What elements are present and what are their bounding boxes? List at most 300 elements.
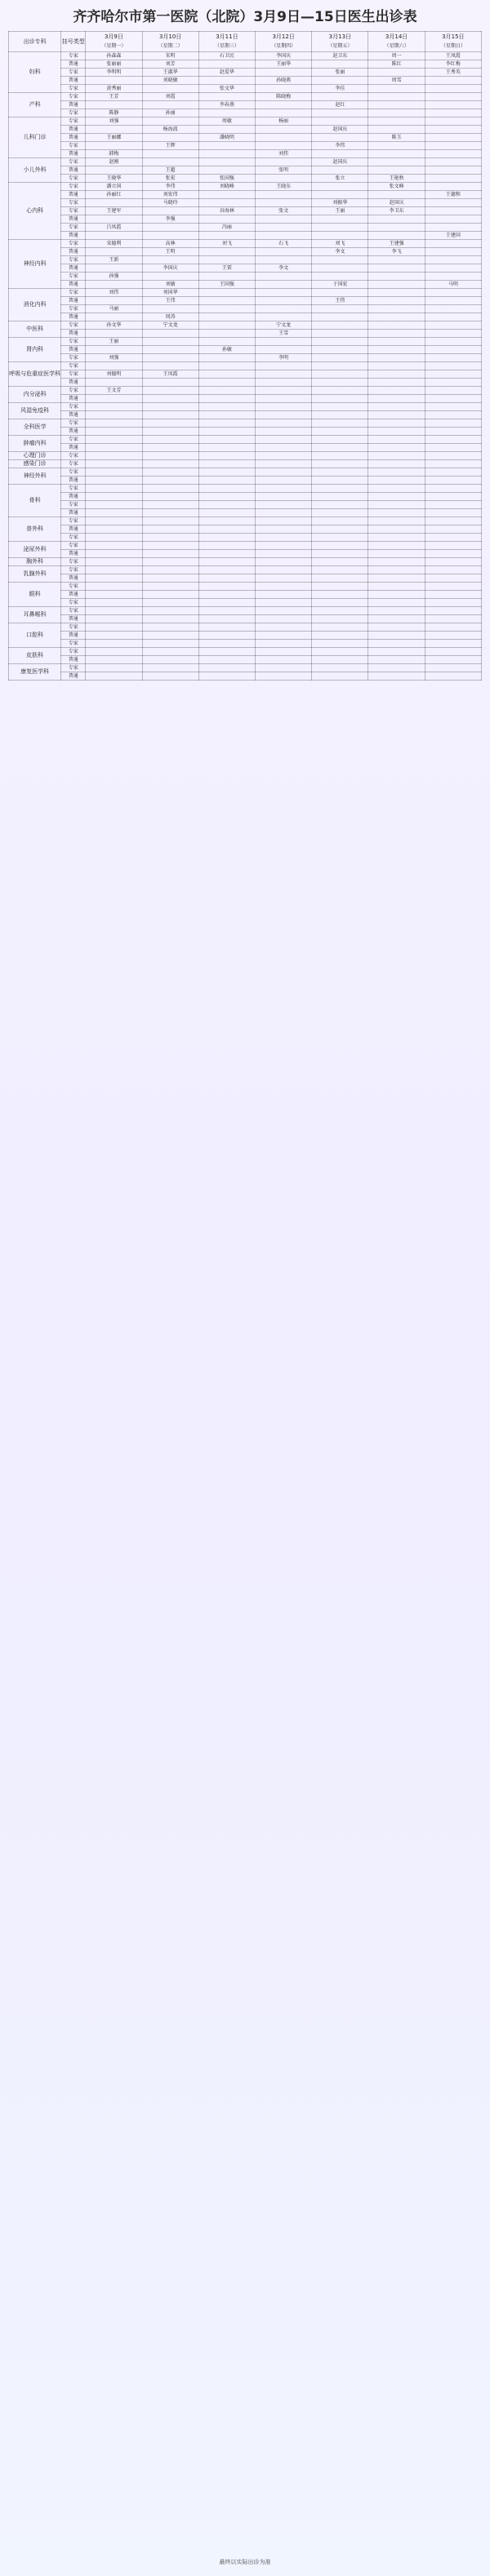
doctor-cell — [312, 509, 368, 517]
doctor-cell — [86, 248, 142, 256]
doctor-cell: 孙森森 — [86, 52, 142, 60]
table-row — [9, 346, 482, 354]
type-cell: 专家 — [61, 542, 86, 550]
table-row — [9, 256, 482, 264]
type-cell: 专家 — [61, 534, 86, 542]
doctor-cell — [142, 485, 198, 493]
doctor-cell — [86, 419, 142, 428]
table-row — [9, 191, 482, 199]
doctor-cell — [142, 207, 198, 215]
type-cell: 专家 — [61, 452, 86, 460]
doctor-cell — [198, 648, 255, 656]
doctor-cell: 刘振华 — [312, 199, 368, 207]
doctor-cell: 谷海林 — [198, 207, 255, 215]
doctor-cell — [198, 362, 255, 370]
dept-cell: 内分泌科 — [9, 387, 61, 403]
day-header: 3月13日 （星期五） — [312, 32, 368, 52]
doctor-cell: 王晓华 — [86, 175, 142, 183]
doctor-cell — [312, 215, 368, 224]
doctor-cell: 陈红 — [368, 60, 425, 69]
type-cell: 普通 — [61, 297, 86, 305]
doctor-cell — [256, 199, 312, 207]
doctor-cell — [198, 321, 255, 330]
doctor-cell — [86, 264, 142, 273]
doctor-cell — [425, 370, 481, 379]
doctor-cell — [425, 428, 481, 436]
doctor-cell — [368, 264, 425, 273]
type-cell: 普通 — [61, 77, 86, 85]
doctor-cell: 于国宏 — [312, 281, 368, 289]
doctor-cell: 赵爱华 — [198, 69, 255, 77]
doctor-cell — [312, 232, 368, 240]
doctor-cell: 宋德利 — [86, 240, 142, 248]
doctor-cell — [198, 142, 255, 150]
doctor-cell — [256, 109, 312, 117]
doctor-cell — [256, 656, 312, 664]
doctor-cell — [425, 591, 481, 599]
doctor-cell — [368, 436, 425, 444]
table-row — [9, 599, 482, 607]
table-row — [9, 60, 482, 69]
doctor-cell — [425, 273, 481, 281]
doctor-cell — [86, 664, 142, 672]
doctor-cell — [142, 379, 198, 387]
doctor-cell — [86, 452, 142, 460]
dept-cell: 胸外科 — [9, 558, 61, 566]
doctor-cell: 潘晓明 — [198, 134, 255, 142]
doctor-cell — [312, 419, 368, 428]
table-row — [9, 672, 482, 681]
doctor-cell — [312, 338, 368, 346]
type-cell: 专家 — [61, 485, 86, 493]
type-cell: 专家 — [61, 664, 86, 672]
doctor-cell — [368, 289, 425, 297]
doctor-cell — [198, 542, 255, 550]
doctor-cell — [256, 281, 312, 289]
doctor-cell — [425, 240, 481, 248]
doctor-cell — [312, 403, 368, 411]
type-cell: 普通 — [61, 428, 86, 436]
doctor-cell — [368, 85, 425, 93]
doctor-cell: 石卫民 — [198, 52, 255, 60]
doctor-cell: 李红梅 — [425, 60, 481, 69]
doctor-cell: 王秀英 — [425, 69, 481, 77]
doctor-cell: 刘强 — [86, 354, 142, 362]
doctor-cell — [198, 517, 255, 525]
doctor-cell — [312, 444, 368, 452]
table-row — [9, 338, 482, 346]
doctor-cell — [312, 321, 368, 330]
doctor-cell — [368, 485, 425, 493]
doctor-cell: 张明 — [256, 166, 312, 175]
doctor-cell — [198, 428, 255, 436]
doctor-cell — [368, 256, 425, 264]
doctor-cell: 孙强 — [86, 273, 142, 281]
doctor-cell — [368, 370, 425, 379]
type-cell: 普通 — [61, 615, 86, 623]
doctor-cell — [86, 615, 142, 623]
doctor-cell: 王丽华 — [256, 60, 312, 69]
type-cell: 专家 — [61, 305, 86, 313]
doctor-cell — [312, 134, 368, 142]
doctor-cell — [312, 574, 368, 583]
doctor-cell — [312, 428, 368, 436]
doctor-cell — [86, 362, 142, 370]
doctor-cell — [368, 395, 425, 403]
dept-cell: 乳腺外科 — [9, 566, 61, 583]
doctor-cell — [312, 166, 368, 175]
doctor-cell: 李春燕 — [198, 101, 255, 109]
doctor-cell — [256, 142, 312, 150]
table-row — [9, 85, 482, 93]
table-row — [9, 550, 482, 558]
day-header: 3月14日 （星期六） — [368, 32, 425, 52]
doctor-cell — [425, 419, 481, 428]
table-row — [9, 623, 482, 632]
doctor-cell — [425, 632, 481, 640]
table-row — [9, 517, 482, 525]
table-row — [9, 379, 482, 387]
doctor-cell — [198, 256, 255, 264]
doctor-cell — [368, 117, 425, 126]
doctor-cell — [368, 158, 425, 166]
doctor-cell — [312, 525, 368, 534]
table-row — [9, 509, 482, 517]
doctor-cell — [142, 273, 198, 281]
table-row — [9, 117, 482, 126]
table-row — [9, 232, 482, 240]
doctor-cell: 吕凤霞 — [86, 224, 142, 232]
doctor-cell — [256, 101, 312, 109]
doctor-cell — [142, 517, 198, 525]
type-cell: 专家 — [61, 85, 86, 93]
type-cell: 专家 — [61, 468, 86, 477]
doctor-cell — [198, 354, 255, 362]
doctor-cell — [256, 419, 312, 428]
doctor-cell — [256, 574, 312, 583]
doctor-cell — [425, 305, 481, 313]
table-row — [9, 109, 482, 117]
doctor-cell: 王超 — [142, 166, 198, 175]
table-row — [9, 248, 482, 256]
doctor-cell — [86, 166, 142, 175]
doctor-cell — [142, 599, 198, 607]
type-cell: 专家 — [61, 607, 86, 615]
table-row — [9, 436, 482, 444]
doctor-cell — [425, 297, 481, 305]
doctor-cell — [198, 330, 255, 338]
doctor-cell — [368, 305, 425, 313]
doctor-cell: 王伟 — [312, 297, 368, 305]
doctor-cell — [198, 664, 255, 672]
doctor-cell: 王雷 — [198, 264, 255, 273]
doctor-cell — [425, 672, 481, 681]
table-row — [9, 403, 482, 411]
table-row — [9, 542, 482, 550]
doctor-cell: 高林 — [142, 240, 198, 248]
doctor-cell — [312, 599, 368, 607]
doctor-cell — [256, 232, 312, 240]
table-row — [9, 428, 482, 436]
doctor-cell — [368, 477, 425, 485]
doctor-cell — [86, 501, 142, 509]
dept-cell: 肾内科 — [9, 338, 61, 362]
doctor-cell — [312, 485, 368, 493]
doctor-cell — [425, 101, 481, 109]
doctor-cell — [425, 607, 481, 615]
doctor-cell — [142, 591, 198, 599]
type-cell: 专家 — [61, 501, 86, 509]
schedule-table — [8, 31, 482, 681]
table-row — [9, 648, 482, 656]
doctor-cell — [198, 191, 255, 199]
doctor-cell — [86, 550, 142, 558]
dept-cell: 骨科 — [9, 485, 61, 517]
page-title: 齐齐哈尔市第一医院（北院）3月9日—15日医生出诊表 — [73, 9, 417, 25]
doctor-cell — [198, 419, 255, 428]
doctor-cell — [142, 354, 198, 362]
doctor-cell — [425, 534, 481, 542]
table-row — [9, 273, 482, 281]
doctor-cell — [312, 346, 368, 354]
doctor-cell — [256, 289, 312, 297]
doctor-cell — [86, 607, 142, 615]
doctor-cell — [425, 289, 481, 297]
doctor-cell — [425, 566, 481, 574]
dept-cell: 消化内科 — [9, 289, 61, 321]
type-cell: 普通 — [61, 232, 86, 240]
type-cell: 专家 — [61, 142, 86, 150]
doctor-cell — [86, 542, 142, 550]
doctor-cell — [142, 150, 198, 158]
doctor-cell — [142, 648, 198, 656]
doctor-cell: 张丽 — [312, 69, 368, 77]
doctor-cell — [256, 428, 312, 436]
doctor-cell — [198, 558, 255, 566]
doctor-cell — [198, 289, 255, 297]
type-cell: 专家 — [61, 183, 86, 191]
doctor-cell — [256, 411, 312, 419]
doctor-cell — [198, 477, 255, 485]
doctor-cell: 赵刚 — [86, 158, 142, 166]
doctor-cell — [425, 623, 481, 632]
doctor-cell — [198, 338, 255, 346]
doctor-cell — [312, 183, 368, 191]
doctor-cell — [425, 452, 481, 460]
doctor-cell — [368, 493, 425, 501]
type-cell: 普通 — [61, 101, 86, 109]
doctor-cell — [312, 330, 368, 338]
doctor-cell — [198, 509, 255, 517]
doctor-cell — [312, 436, 368, 444]
doctor-cell — [256, 436, 312, 444]
doctor-cell — [142, 428, 198, 436]
table-row — [9, 501, 482, 509]
type-cell: 专家 — [61, 583, 86, 591]
doctor-cell — [198, 574, 255, 583]
doctor-cell: 孙敏 — [198, 346, 255, 354]
doctor-cell — [142, 436, 198, 444]
doctor-cell — [198, 607, 255, 615]
doctor-cell — [312, 656, 368, 664]
doctor-cell — [256, 256, 312, 264]
doctor-cell — [256, 607, 312, 615]
day-header: 3月15日 （星期日） — [425, 32, 481, 52]
type-cell: 专家 — [61, 158, 86, 166]
table-row — [9, 158, 482, 166]
table-row — [9, 607, 482, 615]
doctor-cell — [425, 183, 481, 191]
doctor-cell — [256, 338, 312, 346]
doctor-cell — [312, 615, 368, 623]
doctor-cell — [198, 452, 255, 460]
doctor-cell — [86, 77, 142, 85]
doctor-cell — [312, 534, 368, 542]
doctor-cell: 王凤霞 — [425, 52, 481, 60]
type-cell: 专家 — [61, 640, 86, 648]
doctor-cell — [425, 117, 481, 126]
doctor-cell — [86, 599, 142, 607]
dept-cell: 口腔科 — [9, 623, 61, 648]
table-row — [9, 452, 482, 460]
doctor-cell — [142, 387, 198, 395]
doctor-cell — [86, 142, 142, 150]
doctor-cell — [368, 297, 425, 305]
footer-note: 最终以实际出诊为准 — [219, 2559, 271, 2565]
doctor-cell — [142, 632, 198, 640]
doctor-cell — [425, 403, 481, 411]
table-row — [9, 199, 482, 207]
doctor-cell: 周雪 — [368, 77, 425, 85]
doctor-cell — [368, 648, 425, 656]
doctor-cell: 孙晓燕 — [256, 77, 312, 85]
type-cell: 专家 — [61, 52, 86, 60]
doctor-cell — [256, 566, 312, 574]
doctor-cell — [312, 354, 368, 362]
doctor-cell — [256, 542, 312, 550]
doctor-cell: 刘国华 — [142, 289, 198, 297]
doctor-cell — [256, 175, 312, 183]
type-cell: 专家 — [61, 370, 86, 379]
doctor-cell — [198, 379, 255, 387]
table-row — [9, 485, 482, 493]
table-row — [9, 632, 482, 640]
type-cell: 专家 — [61, 69, 86, 77]
table-row — [9, 305, 482, 313]
doctor-cell: 冯丽 — [198, 224, 255, 232]
doctor-cell: 李明 — [256, 354, 312, 362]
doctor-cell — [425, 264, 481, 273]
type-cell: 专家 — [61, 93, 86, 101]
doctor-cell — [425, 77, 481, 85]
type-cell: 普通 — [61, 379, 86, 387]
doctor-cell — [312, 305, 368, 313]
table-row — [9, 615, 482, 623]
doctor-cell — [256, 379, 312, 387]
table-row — [9, 591, 482, 599]
type-cell: 普通 — [61, 248, 86, 256]
table-row — [9, 264, 482, 273]
doctor-cell — [312, 452, 368, 460]
doctor-cell — [368, 517, 425, 525]
doctor-cell — [198, 591, 255, 599]
doctor-cell — [368, 460, 425, 468]
doctor-cell — [86, 297, 142, 305]
type-cell: 普通 — [61, 574, 86, 583]
doctor-cell — [425, 346, 481, 354]
doctor-cell — [368, 387, 425, 395]
table-row — [9, 207, 482, 215]
table-row — [9, 444, 482, 452]
doctor-cell — [368, 330, 425, 338]
table-row — [9, 460, 482, 468]
doctor-cell — [425, 150, 481, 158]
doctor-cell — [256, 623, 312, 632]
doctor-cell — [425, 93, 481, 101]
table-row — [9, 142, 482, 150]
doctor-cell — [86, 126, 142, 134]
doctor-cell — [368, 574, 425, 583]
doctor-cell — [368, 656, 425, 664]
doctor-cell — [142, 477, 198, 485]
doctor-cell: 王文芳 — [86, 387, 142, 395]
doctor-cell: 王雪 — [256, 330, 312, 338]
table-row — [9, 183, 482, 191]
doctor-cell — [312, 468, 368, 477]
doctor-cell — [256, 509, 312, 517]
table-row — [9, 370, 482, 379]
doctor-cell — [425, 215, 481, 224]
doctor-cell — [198, 550, 255, 558]
table-row — [9, 656, 482, 664]
doctor-cell — [86, 281, 142, 289]
doctor-cell — [368, 215, 425, 224]
dept-cell: 风湿免疫科 — [9, 403, 61, 419]
dept-cell: 心内科 — [9, 183, 61, 240]
doctor-cell — [142, 232, 198, 240]
doctor-cell — [86, 640, 142, 648]
doctor-cell — [198, 534, 255, 542]
doctor-cell — [86, 215, 142, 224]
doctor-cell: 李国庆 — [142, 264, 198, 273]
table-row — [9, 52, 482, 60]
table-row — [9, 150, 482, 158]
doctor-cell — [86, 672, 142, 681]
doctor-cell: 刘晓峰 — [198, 183, 255, 191]
doctor-cell — [368, 640, 425, 648]
doctor-cell — [425, 640, 481, 648]
type-cell: 普通 — [61, 444, 86, 452]
doctor-cell: 潘立国 — [86, 183, 142, 191]
doctor-cell: 刘飞 — [198, 240, 255, 248]
doctor-cell — [312, 379, 368, 387]
doctor-cell — [368, 354, 425, 362]
table-row — [9, 330, 482, 338]
doctor-cell — [198, 109, 255, 117]
doctor-cell: 王艳秋 — [368, 175, 425, 183]
doctor-cell: 周一 — [368, 52, 425, 60]
doctor-cell — [256, 558, 312, 566]
doctor-cell — [198, 599, 255, 607]
doctor-cell: 李飞 — [368, 248, 425, 256]
doctor-cell — [256, 672, 312, 681]
doctor-cell — [86, 525, 142, 534]
doctor-cell — [198, 166, 255, 175]
doctor-cell — [312, 648, 368, 656]
dept-cell: 神经外科 — [9, 468, 61, 485]
doctor-cell — [312, 550, 368, 558]
doctor-cell — [368, 321, 425, 330]
